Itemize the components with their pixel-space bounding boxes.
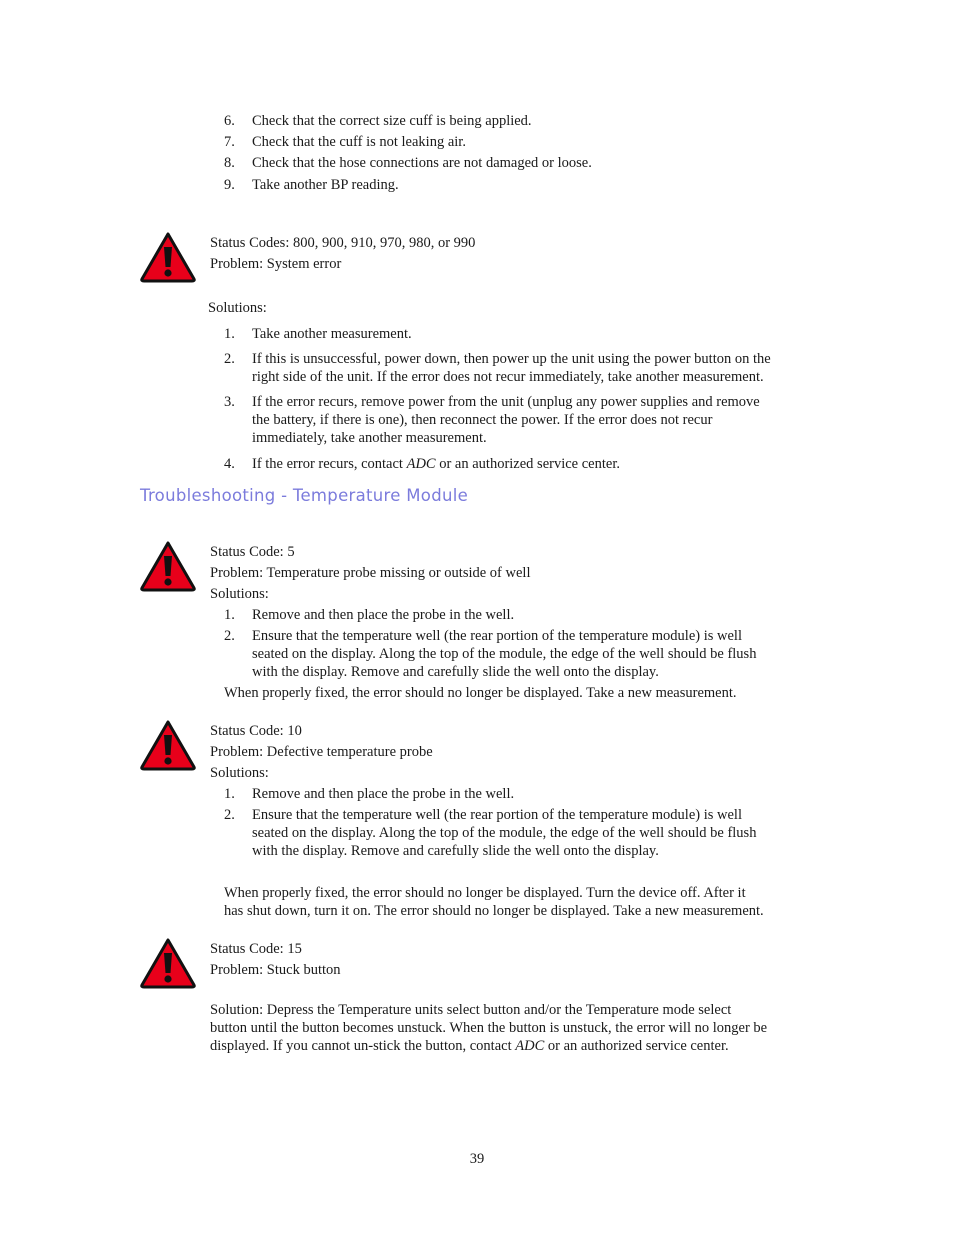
solution-step: If this is unsuccessful, power down, then power up the unit using the power button on the — [252, 351, 771, 367]
solution-step: Ensure that the temperature well (the rear portion of the temperature module) is well — [252, 807, 742, 823]
problem-text: Problem: System error — [210, 256, 342, 272]
note-text: When properly fixed, the error should no longer be displayed. Take a new measurement. — [224, 685, 737, 701]
note-text: When properly fixed, the error should no longer be displayed. Turn the device off. After it — [224, 885, 746, 901]
warning-icon — [139, 231, 197, 283]
warning-icon — [139, 540, 197, 592]
solution-step: If the error recurs, contact ADC or an authorized service center. — [252, 456, 620, 472]
solutions-label: Solutions: — [210, 765, 269, 781]
solutions-label: Solutions: — [208, 300, 267, 316]
status-code: Status Code: 5 — [210, 544, 295, 560]
solution-step: Remove and then place the probe in the well. — [252, 607, 515, 623]
problem-text: Problem: Temperature probe missing or outside of well — [210, 565, 531, 581]
solution-step: the battery, if there is one), then reconnect the power. If the error does not recur — [252, 412, 713, 428]
problem-text: Problem: Stuck button — [210, 962, 341, 978]
note-text: has shut down, turn it on. The error should no longer be displayed. Take a new measurement. — [224, 903, 764, 919]
solution-step: seated on the display. Along the top of the module, the edge of the well should be flush — [252, 825, 757, 841]
solution-step: with the display. Remove and carefully slide the well onto the display. — [252, 664, 659, 680]
problem-text: Problem: Defective temperature probe — [210, 744, 433, 760]
solution-text: button until the button becomes unstuck. When the button is unstuck, the error will no longer be — [210, 1020, 768, 1036]
page-number: 39 — [469, 1151, 485, 1167]
solution-text: Solution: Depress the Temperature units select button and/or the Temperature mode select — [210, 1002, 732, 1018]
solution-step: right side of the unit. If the error does not recur immediately, take another measurement. — [252, 369, 764, 385]
warning-icon — [139, 937, 197, 989]
solution-step: Take another measurement. — [252, 326, 412, 342]
solution-step: If the error recurs, remove power from the unit (unplug any power supplies and remove — [252, 394, 760, 410]
solution-step: with the display. Remove and carefully slide the well onto the display. — [252, 843, 659, 859]
solution-text: displayed. If you cannot un-stick the button, contact ADC or an authorized service center. — [210, 1038, 729, 1054]
status-code: Status Code: 10 — [210, 723, 302, 739]
solution-step: seated on the display. Along the top of the module, the edge of the well should be flush — [252, 646, 757, 662]
status-code: Status Code: 15 — [210, 941, 302, 957]
solution-step: Remove and then place the probe in the well. — [252, 786, 515, 802]
solution-step: Ensure that the temperature well (the rear portion of the temperature module) is well — [252, 628, 742, 644]
warning-icon — [139, 719, 197, 771]
solution-step: immediately, take another measurement. — [252, 430, 487, 446]
status-codes: Status Codes: 800, 900, 910, 970, 980, or 990 — [210, 235, 476, 251]
solutions-label: Solutions: — [210, 586, 269, 602]
section-heading: Troubleshooting - Temperature Module — [140, 486, 469, 505]
